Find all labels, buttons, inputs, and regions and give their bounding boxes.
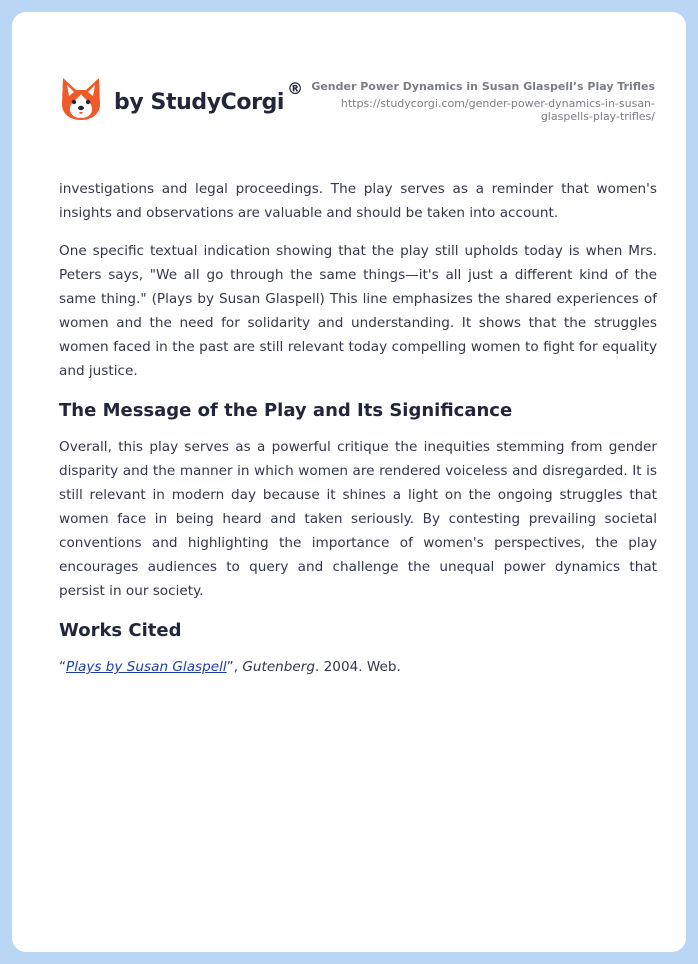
citation-publisher: Gutenberg [242, 659, 316, 675]
body-paragraph-1: investigations and legal proceedings. The play serves as a reminder that women's insights and observations are valuable and should be taken into account. [59, 181, 657, 221]
document-page [12, 12, 686, 952]
corgi-logo-icon [60, 76, 102, 122]
page-header [12, 12, 686, 152]
logo-text: by StudyCorgi [114, 89, 285, 115]
document-title: Gender Power Dynamics in Susan Glaspell’s Play Trifles [311, 80, 655, 93]
document-meta [295, 80, 655, 123]
document-url[interactable]: https://studycorgi.com/gender-power-dynamics-in-susan-glaspells-play-trifles/ [340, 97, 655, 123]
registered-mark: ® [287, 78, 304, 98]
citation-rest: . 2004. Web. [315, 659, 401, 675]
section-paragraph: Overall, this play serves as a powerful critique the inequities stemming from gender disparity and the manner in which women are rendered voiceless and disregarded. It is still relevant in modern day because it shines a light on the ongoing struggles that women face in being heard and taken seriously. By contesting prevailing societal conventions and highlighting the importance of women's perspectives, the play encourages audiences to query and challenge the unequal power dynamics that persist in our society. [59, 439, 657, 599]
body-paragraph-2: One specific textual indication showing that the play still upholds today is when Mrs. Peters says, "We all go through the same things—it's all just a different kind of the same thing." (Plays by Susan Glaspell) This line emphasizes the shared experiences of women and the need for solidarity and understanding. It shows that the struggles women faced in the past are still relevant today compelling women to fight for equality and justice. [59, 243, 657, 379]
citation-open-quote: “ [59, 659, 67, 675]
citation-after-link: ”, [226, 659, 243, 675]
citation-entry [59, 655, 657, 679]
studycorgi-logo[interactable] [60, 76, 303, 122]
citation-link[interactable]: Plays by Susan Glaspell [66, 659, 227, 675]
section-heading: The Message of the Play and Its Significance [59, 400, 513, 421]
document-content [59, 177, 657, 679]
works-cited-heading: Works Cited [59, 620, 182, 641]
